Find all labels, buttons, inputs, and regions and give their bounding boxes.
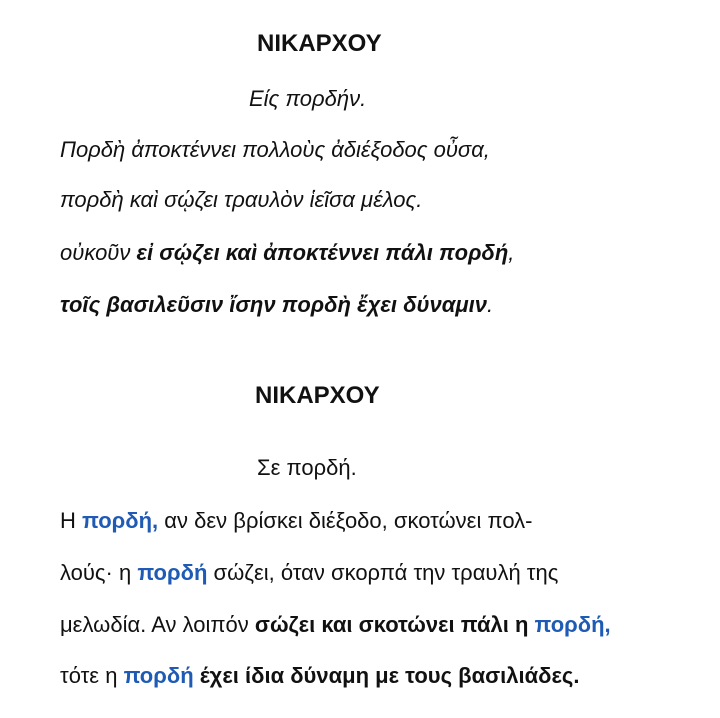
- poem2-line-3-start: μελωδία. Αν λοιπόν: [60, 612, 255, 637]
- poem1-line-2: πορδὴ καὶ σῴζει τραυλὸν ἱεῖσα μέλος.: [60, 187, 423, 212]
- poem1-line-1: Πορδὴ ἀποκτέννει πολλοὺς ἀδιέξοδος οὖσα,: [60, 137, 490, 162]
- poem1-line-3-bold: εἰ σῴζει καὶ ἀποκτέννει πάλι πορδή: [136, 240, 509, 265]
- poem1-line-3-end: ,: [508, 240, 515, 265]
- poem2-line-4-start: τότε η: [60, 663, 124, 688]
- poem2-line-3: [60, 612, 611, 638]
- poem2-line-1: [60, 508, 533, 534]
- poem1-line-4-bold: τοῖς βασιλεῦσιν ἴσην πορδὴ ἔχει δύναμιν: [60, 292, 488, 317]
- poem1-line-4: [60, 292, 493, 318]
- poem2-line-1-highlight: πορδή,: [82, 508, 159, 533]
- poem1-line-3-start: οὐκοῦν: [60, 240, 137, 265]
- poem2-line-2-highlight: πορδή: [137, 560, 208, 585]
- poem2-line-3-highlight: πορδή,: [534, 612, 611, 637]
- poem1-subtitle: Είς πορδήν.: [249, 86, 367, 111]
- poem2-title: ΝΙΚΑΡΧΟΥ: [255, 382, 380, 409]
- poem2-line-2-end: σώζει, όταν σκορπά την τραυλή της: [207, 560, 559, 585]
- poem1-line-3: [60, 240, 514, 266]
- poem1-line-4-end: .: [487, 292, 494, 317]
- poem1-title: ΝΙΚΑΡΧΟΥ: [257, 30, 382, 57]
- poem2-line-1-end: αν δεν βρίσκει διέξοδο, σκοτώνει πολ-: [158, 508, 533, 533]
- poem2-line-2-start: λούς· η: [60, 560, 138, 585]
- poem2-line-3-bold: σώζει και σκοτώνει πάλι η: [254, 612, 535, 637]
- poem2-subtitle: Σε πορδή.: [257, 455, 357, 480]
- poem2-line-1-start: Η: [60, 508, 82, 533]
- poem2-line-4-bold: έχει ίδια δύναμη με τους βασιλιάδες.: [193, 663, 580, 688]
- poem2-line-2: [60, 560, 558, 586]
- poem2-line-4-highlight: πορδή: [123, 663, 194, 688]
- poem2-line-4: [60, 663, 579, 689]
